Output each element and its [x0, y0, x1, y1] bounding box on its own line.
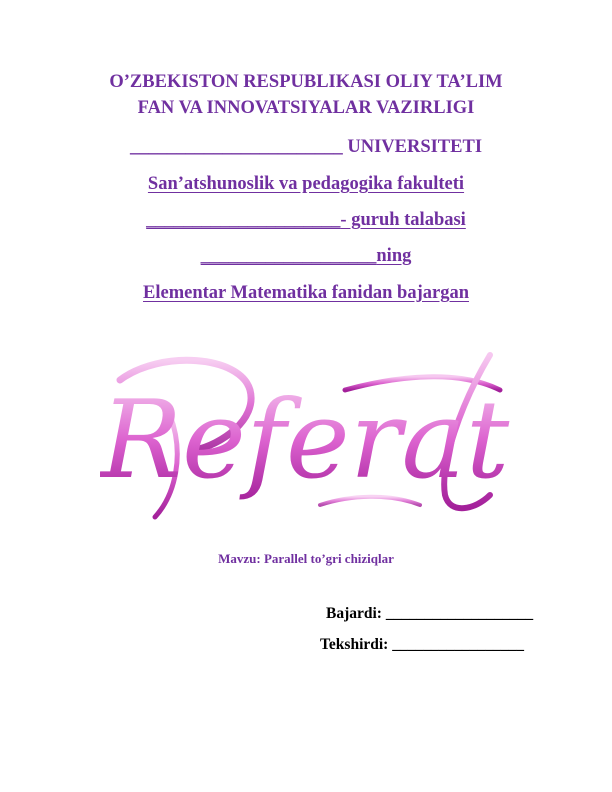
university-blank: _______________________	[129, 137, 343, 157]
faculty-line	[0, 174, 612, 195]
ministry-title-line2: FAN VA INNOVATSIYALAR VAZIRLIGI	[137, 98, 475, 118]
checked-by-blank: _________________	[392, 636, 524, 653]
topic-line: Mavzu: Parallel to’gri chiziqlar	[218, 551, 394, 566]
done-by-line	[326, 605, 533, 623]
referat-title-art	[100, 345, 510, 530]
checked-by-line	[320, 636, 524, 654]
referat-word: Referat	[100, 378, 510, 503]
done-by-label: Bajardi:	[326, 605, 382, 622]
ministry-title-line1: O’ZBEKISTON RESPUBLIKASI OLIY TA’LIM	[109, 72, 503, 92]
subject-line	[0, 283, 612, 304]
university-line	[0, 137, 612, 158]
group-line	[0, 210, 612, 231]
faculty-label: San’atshunoslik va pedagogika fakulteti	[147, 174, 465, 194]
university-label: UNIVERSITETI	[347, 137, 483, 157]
group-label: - guruh talabasi	[340, 210, 466, 230]
student-suffix: ning	[376, 246, 412, 266]
done-by-blank: ___________________	[385, 605, 534, 622]
student-blank: ___________________	[200, 246, 377, 266]
subject-label: Elementar Matematika fanidan bajargan	[143, 283, 469, 303]
group-blank: _____________________	[146, 210, 341, 230]
checked-by-label: Tekshirdi:	[320, 636, 389, 653]
student-line	[0, 246, 612, 267]
